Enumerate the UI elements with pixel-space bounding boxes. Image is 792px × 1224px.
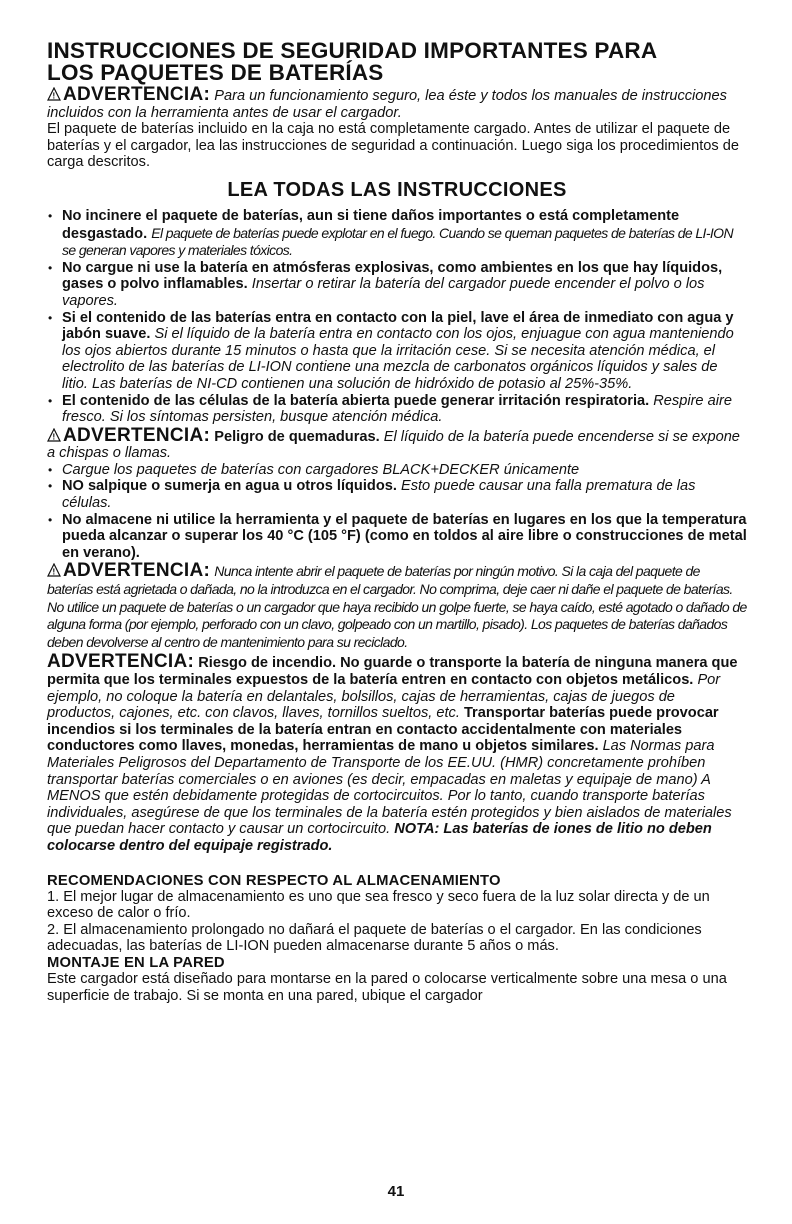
- svg-text:!: !: [52, 91, 56, 101]
- list-item: • No almacene ni utilice la herramienta y el paquete de baterías en lugares en los que la temperatura pueda alcanzar o superar los 40 °C (105 °F) (como en toldos al aire libre o construcciones de metal en verano).: [47, 512, 747, 562]
- list-item: • No incinere el paquete de baterías, aun si tiene daños importantes o está completamente desgastado. El paquete de baterías puede explotar en el fuego. Cuando se queman paquetes de baterías de LI-ION se generan vapores y materiales tóxicos.: [47, 208, 747, 260]
- wall-heading: MONTAJE EN LA PARED: [47, 954, 225, 971]
- svg-text:!: !: [52, 567, 56, 577]
- fire-warning: ADVERTENCIA: Riesgo de incendio. No guarde o transporte la batería de ninguna manera que permita que los terminales expuestos de la batería entren en contacto con objetos metálicos. Por ejemplo, no coloque la batería en delantales, bolsillos, cajas de herramientas, cajas de juegos de productos, cajones, etc. con clavos, llaves, tornillos sueltos, etc. Transportar baterías puede provocar incendios si los terminales de la batería entran en contacto accidentalmente con materiales conductores como llaves, monedas, herramientas de mano u objetos similares. Las Normas para Materiales Peligrosos del Departamento de Transporte de los EE.UU. (HMR) concretamente prohíben transportar baterías comerciales o en aviones (es decir, empacadas en maletas y equipaje de mano) A MENOS que estén debidamente protegidas de cortocircuitos. Por lo tanto, cuando transporte baterías individuales, asegúrese de que los terminales de la batería estén protegidos y bien aislados de materiales que puedan hacer contacto y causar un cortocircuito. NOTA: Las baterías de iones de litio no deben colocarse dentro del equipaje registrado.: [47, 651, 738, 854]
- intro-text: El paquete de baterías incluido en la caja no está completamente cargado. Antes de utilizar el paquete de baterías y el cargador, lea las instrucciones de seguridad a continuación. Luego siga los procedimientos de carga descritos.: [47, 121, 740, 171]
- battery-damage-warning: ! ADVERTENCIA: Nunca intente abrir el paquete de baterías por ningún motivo. Si la caja del paquete de baterías está agrietada o dañada, no la introduzca en el cargador. No comprima, deje caer ni dañe el paquete de baterías. No utilice un paquete de baterías o un cargador que haya recibido un golpe fuerte, se haya caído, esté agotado o dañado de alguna forma (por ejemplo, perforado con un clavo, golpeado con un martillo, pisado). Los paquetes de baterías dañados deben devolverse al centro de mantenimiento para su reciclado.: [47, 560, 747, 650]
- warning-label: ! ADVERTENCIA:: [47, 84, 210, 105]
- page-title: [47, 40, 747, 84]
- read-all-heading: LEA TODAS LAS INSTRUCCIONES: [227, 178, 567, 201]
- list-item: • Si el contenido de las baterías entra en contacto con la piel, lave el área de inmediato con agua y jabón suave. Si el líquido de la batería entra en contacto con los ojos, enjuague con agua manteniendo los ojos abiertos durante 15 minutos o hasta que la irritación cese. Si se necesita atención médica, el electrolito de las baterías de LI-ION contiene una mezcla de carbonatos orgánicos líquidos y sales de litio. Las baterías de NI-CD contienen una solución de hidróxido de potasio al 25%-35%.: [47, 310, 747, 393]
- warning-triangle-icon: [47, 428, 61, 442]
- wall-text: Este cargador está diseñado para montarse en la pared o colocarse verticalmente sobre una mesa o una superficie de trabajo. Si se monta en una pared, ubique el cargador: [47, 970, 727, 1004]
- warning-triangle-icon: [47, 87, 61, 101]
- warning-triangle-icon: [47, 563, 61, 577]
- safety-list-1: [47, 208, 747, 426]
- burn-warning: ! ADVERTENCIA: Peligro de quemaduras. El líquido de la batería puede encenderse si se expone a chispas o llamas.: [47, 424, 740, 462]
- storage-item-1: 1. El mejor lugar de almacenamiento es uno que sea fresco y seco fuera de la luz solar directa y de un exceso de calor o frío.: [47, 888, 710, 922]
- safety-list-2: [47, 462, 747, 562]
- page-number: 41: [387, 1183, 405, 1200]
- list-item: • NO salpique o sumerja en agua u otros líquidos. Esto puede causar una falla prematura de las células.: [47, 478, 747, 511]
- intro-warning-text: Para un funcionamiento seguro, lea éste y todos los manuales de instrucciones incluidos con la herramienta antes de usar el cargador.: [47, 88, 727, 121]
- storage-heading: RECOMENDACIONES CON RESPECTO AL ALMACENAMIENTO: [47, 872, 501, 889]
- title-line-2: LOS PAQUETES DE BATERÍAS: [47, 60, 384, 85]
- intro-warning: [47, 84, 747, 121]
- svg-text:!: !: [52, 432, 56, 442]
- list-item: • No cargue ni use la batería en atmósferas explosivas, como ambientes en los que hay líquidos, gases o polvo inflamables. Insertar o retirar la batería del cargador puede encender el polvo o los vapores.: [47, 260, 747, 310]
- manual-page: [47, 40, 747, 1004]
- list-item: • Cargue los paquetes de baterías con cargadores BLACK+DECKER únicamente: [47, 462, 747, 479]
- list-item: • El contenido de las células de la batería abierta puede generar irritación respiratoria. Respire aire fresco. Si los síntomas persisten, busque atención médica.: [47, 393, 747, 426]
- storage-item-2: 2. El almacenamiento prolongado no dañará el paquete de baterías o el cargador. En las condiciones adecuadas, las baterías de LI-ION pueden almacenarse durante 5 años o más.: [47, 921, 702, 955]
- title-line-1: INSTRUCCIONES DE SEGURIDAD IMPORTANTES PARA: [47, 38, 658, 63]
